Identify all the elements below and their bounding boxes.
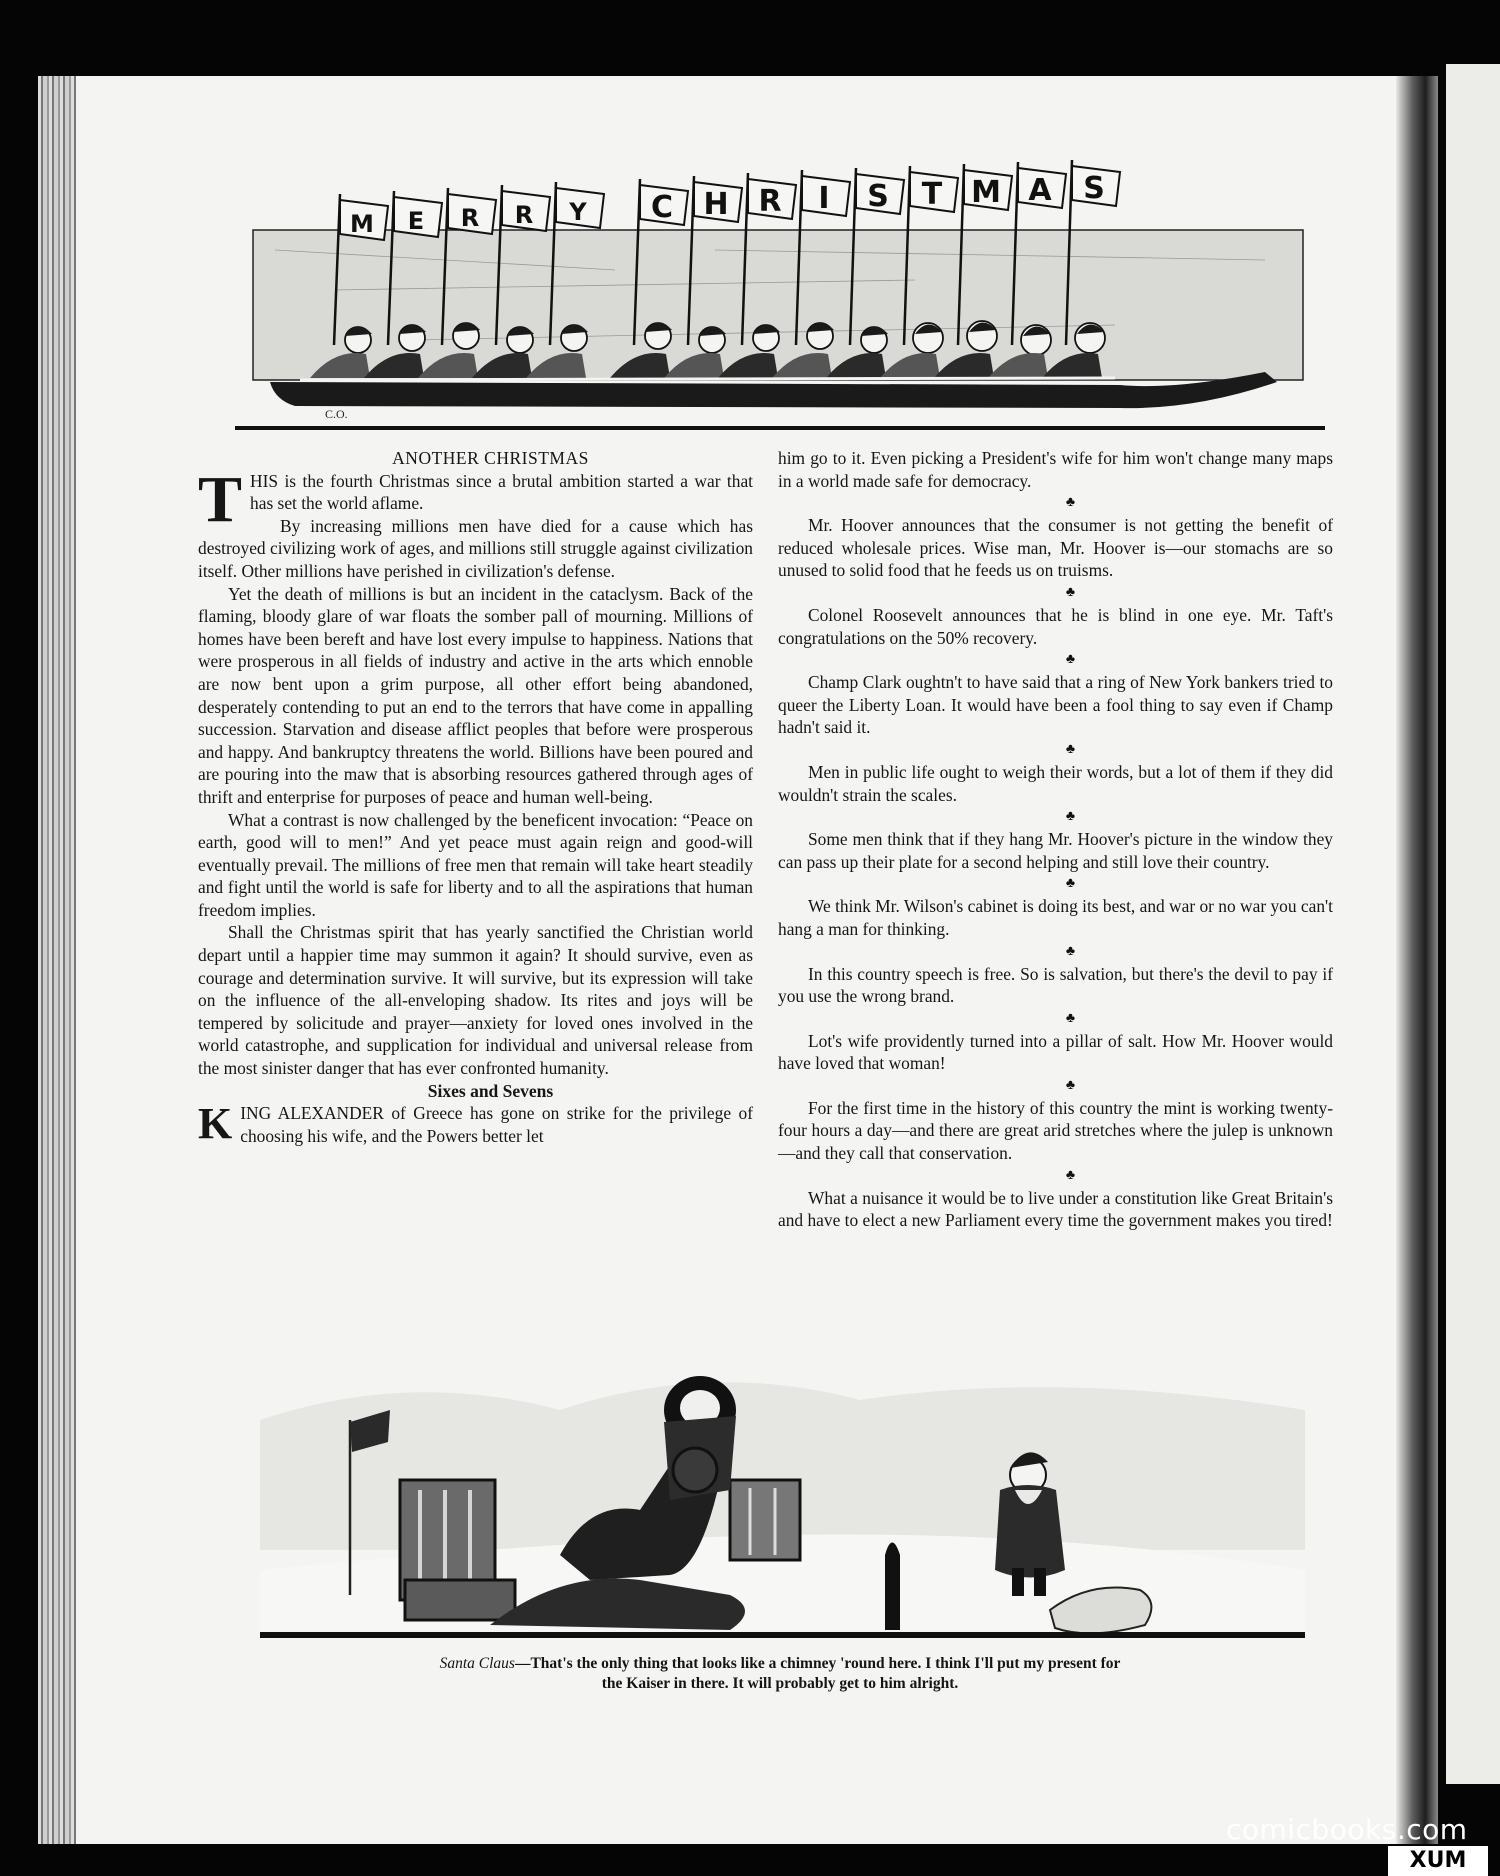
pennant-letter: M (350, 210, 374, 238)
paragraph: We think Mr. Wilson's cabinet is doing its best, and war or no war you can't hang a man for thinking. (778, 896, 1333, 939)
page-gutter-shadow (1396, 76, 1438, 1844)
caption-line-1: —That's the only thing that looks like a chimney 'round here. I think I'll put my present for (514, 1655, 1121, 1672)
caption-speaker: Santa Claus (439, 1655, 515, 1672)
paragraph: Mr. Hoover announces that the consumer is not getting the benefit of reduced wholesale prices. Wise man, Mr. Hoover is—our stomachs are so unused to solid food that he feeds us on truisms. (778, 515, 1333, 581)
club-ornament: ♣ (1065, 1077, 1076, 1093)
article-heading: ANOTHER CHRISTMAS (392, 448, 589, 468)
club-ornament: ♣ (1065, 652, 1076, 668)
adjacent-page-edge (1446, 64, 1500, 1784)
paragraph: Yet the death of millions is but an incident in the cataclysm. Back of the flaming, bloody glare of war floats the somber pall of mourning. Millions of homes have been bereft and have lost every impulse to happiness. Nations that were prosperous in all fields of industry and active in the arts which ennoble are now bent upon a grim purpose, all other effort being abandoned, desperately contending to put an end to the terrors that have come in appalling succession. Starvation and disease afflict peoples that before were prosperous and happy. And bankruptcy threatens the world. Billions have been poured and are pouring into the maw that is absorbing resources gathered through ages of thrift and enterprise for purposes of peace and human well-being. (198, 583, 753, 807)
santa-cannon-illustration (260, 1340, 1305, 1640)
club-ornament: ♣ (1065, 943, 1076, 959)
pennant-letter: E (407, 207, 425, 235)
site-watermark: comicbooks.com (1226, 1813, 1468, 1846)
club-ornament: ♣ (1065, 876, 1076, 892)
paragraph: him go to it. Even picking a President's wife for him won't change many maps in a world made safe for democracy. (778, 448, 1333, 491)
paragraph: Some men think that if they hang Mr. Hoover's picture in the window they can pass up their plate for a second helping and still love their country. (778, 829, 1333, 872)
pennant-letter: M (971, 175, 1001, 210)
pennant-letter: C (650, 190, 674, 225)
pennant-letter: S (867, 179, 889, 214)
pennant-letter: R (514, 201, 534, 229)
paragraph: ING ALEXANDER of Greece has gone on strike for the privilege of choosing his wife, and the Powers better let (240, 1103, 753, 1146)
right-column (778, 447, 1333, 1232)
left-column (198, 447, 753, 1147)
paragraph: Men in public life ought to weigh their words, but a lot of them if they did wouldn't strain the scales. (778, 761, 1333, 805)
illustration-caption (300, 1654, 1260, 1694)
paragraph: Colonel Roosevelt announces that he is blind in one eye. Mr. Taft's congratulations on the 50% recovery. (778, 604, 1333, 648)
club-ornament: ♣ (1065, 584, 1076, 600)
drop-cap: T (198, 462, 243, 536)
club-ornament: ♣ (1065, 495, 1076, 511)
paragraph: For the first time in the history of this country the mint is working twenty-four hours a day—and there are great arid stretches where the julep is unknown—and they call that conservation. (778, 1097, 1333, 1164)
paragraph: HIS is the fourth Christmas since a brutal ambition started a war that has set the world aflame. (250, 470, 753, 514)
pennant-letter: H (703, 187, 729, 222)
pennant-letter: A (1028, 173, 1052, 208)
pennant-letter: Y (569, 198, 587, 226)
paragraph: Lot's wife providently turned into a pillar of salt. How Mr. Hoover would have loved that woman! (778, 1030, 1333, 1074)
merry-christmas-illustration (215, 110, 1340, 440)
drop-cap: K (198, 1099, 233, 1149)
club-ornament: ♣ (1065, 1010, 1076, 1026)
artist-signature: C.O. (325, 407, 348, 421)
club-ornament: ♣ (1065, 809, 1076, 825)
club-ornament: ♣ (1065, 741, 1076, 757)
pennant-letter: S (1083, 171, 1105, 206)
scan-badge: XUM (1388, 1846, 1488, 1876)
pennant-letter: R (460, 204, 480, 232)
pennant-letter: T (921, 177, 943, 212)
caption-line-2: the Kaiser in there. It will probably get to him alright. (601, 1675, 959, 1692)
page-binding (38, 76, 76, 1844)
pennant-letter: R (758, 184, 782, 219)
paragraph: Champ Clark oughtn't to have said that a ring of New York bankers tried to queer the Liberty Loan. It would have been a fool thing to say even if Champ hadn't said it. (778, 672, 1333, 738)
paragraph: In this country speech is free. So is salvation, but there's the devil to pay if you use the wrong brand. (778, 963, 1333, 1007)
club-ornament: ♣ (1065, 1167, 1076, 1183)
section-heading: Sixes and Sevens (427, 1080, 554, 1101)
paragraph: What a nuisance it would be to live under a constitution like Great Britain's and have to elect a new Parliament every time the government makes you tired! (778, 1187, 1333, 1231)
pennant-letter: I (818, 181, 830, 216)
paragraph: What a contrast is now challenged by the beneficent invocation: “Peace on earth, good will to men!” And yet peace must again reign and good-will eventually prevail. The millions of free men that remain will take heart steadily and fight until the world is safe for liberty and to all the aspirations that human freedom implies. (198, 809, 753, 920)
paragraph: Shall the Christmas spirit that has yearly sanctified the Christian world depart until a happier time may summon it again? It should survive, even as courage and determination survive. It will survive, but its expression will take on the influence of the all-enveloping shadow. Its rites and joys will be tempered by solicitude and prayer—anxiety for loved ones involved in the world catastrophe, and supplication for individual and universal release from the most sinister danger that has ever confronted humanity. (198, 922, 753, 1079)
paragraph: By increasing millions men have died for a cause which has destroyed civilizing work of ages, and millions still struggle against civilization itself. Other millions have perished in civilization's defense. (198, 515, 753, 581)
